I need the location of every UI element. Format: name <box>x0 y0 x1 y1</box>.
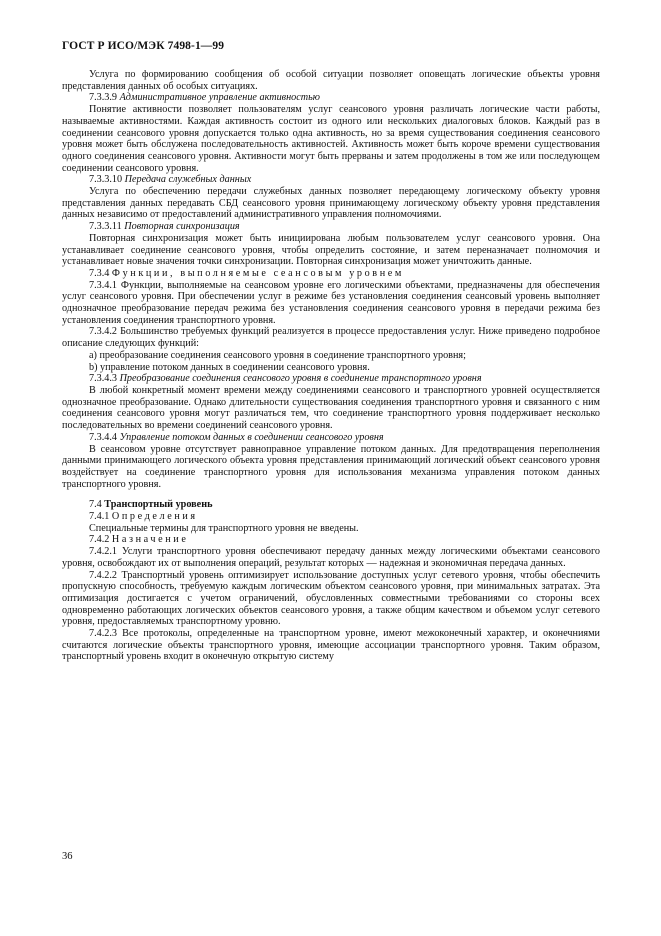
section-gap <box>62 490 600 499</box>
section-heading <box>62 534 600 546</box>
section-number: 7.3.3.11 <box>89 221 122 233</box>
document-body <box>62 69 600 663</box>
list-item: b) управление потоком данных в соединении сеансового уровня. <box>89 361 370 373</box>
running-header: ГОСТ Р ИСО/МЭК 7498-1—99 <box>62 40 225 52</box>
paragraph: Понятие активности позволяет пользователям услуг сеансового уровня различать логические части работы, называемые активностями. Каждая активность состоит из одного или нескольких диалоговых блоков. Каждый раз в соединении сеансового уровня допускается только одна активность, но за время существования соединения сеансового уровня может быть обслужена последовательность активностей. Активность может быть короче времени существования одного соединения сеансового уровня. Активности могут быть прерваны и затем продолжены в том же или последующем соединении сеансового уровня. <box>62 104 600 174</box>
section-heading <box>62 268 600 280</box>
paragraph: Специальные термины для транспортного уровня не введены. <box>89 522 359 534</box>
section-number: 7.4.2 <box>89 534 110 546</box>
section-title: Функции, выполняемые сеансовым уровнем <box>111 267 404 279</box>
section-title: Определения <box>111 511 198 523</box>
section-number: 7.3.3.9 <box>89 92 118 104</box>
paragraph: В сеансовом уровне отсутствует равноправное управление потоком данных. Для предотвращения переполнения данными принимающего логического объекта уровня представления принимающий логический объект сеансового уровня воздействует на соединение транспортного уровня для использования механизма управления потоком данных транспортного уровня. <box>62 443 600 490</box>
section-heading <box>62 174 600 186</box>
section-heading <box>62 92 600 104</box>
list-item: a) преобразование соединения сеансового уровня в соединение транспортного уровня; <box>89 349 466 361</box>
paragraph: 7.4.2.1 Услуги транспортного уровня обеспечивают передачу данных между логическими объектами сеансового уровня, освобождают их от выполнения операций, результат которых — надежная и экономичная передача данных. <box>62 546 600 569</box>
section-number: 7.3.4 <box>89 267 110 279</box>
section-title: Передача служебных данных <box>124 174 252 186</box>
section-heading <box>62 499 600 511</box>
section-title: Назначение <box>111 534 189 546</box>
paragraph: 7.3.4.1 Функции, выполняемые на сеансовом уровне его логическими объектами, предназначены для обеспечения услуг сеансового уровня. При обеспечении услуг в режиме без установления соединения сеансовый уровень выполняет однозначное преобразование передач режима без установления соединения сеансового уровня в передачи режима без установления соединения транспортного уровня. <box>62 279 600 326</box>
paragraph: 7.4.2.2 Транспортный уровень оптимизирует использование доступных услуг сетевого уровня, чтобы обеспечить пропускную способность, требуемую каждым логическим объектом сеансового уровня, при минимальных затратах. Эта оптимизация достигается с учетом ограничений, обусловленных совместными требованиями со стороны всех одновременно работающих логических объектов сеансового уровня, а также общим качеством и объемом услуг сетевого уровня, предоставляемых транспортному уровню. <box>62 569 600 628</box>
section-title: Повторная синхронизация <box>124 221 240 233</box>
section-number: 7.4 <box>89 499 102 511</box>
section-number: 7.4.1 <box>89 511 110 523</box>
paragraph: В любой конкретный момент времени между соединениями сеансового и транспортного уровней осуществляется однозначное преобразование. Однако длительности существования соединения транспортного уровня и связанного с ним соединения сеансового уровня могут различаться тем, что соединение транспортного уровня поддерживает несколько последовательных во времени соединений сеансового уровня. <box>62 384 600 432</box>
paragraph: 7.3.4.2 Большинство требуемых функций реализуется в процессе предоставления услуг. Ниже приведено подробное описание следующих функций: <box>62 326 600 350</box>
section-heading <box>62 432 600 444</box>
section-number: 7.3.4.3 <box>89 373 118 385</box>
section-title: Управление потоком данных в соединении сеансового уровня <box>119 431 384 443</box>
section-heading <box>62 373 600 385</box>
paragraph: Услуга по обеспечению передачи служебных данных позволяет передающему логическому объекту уровня представления данных передавать СБД сеансового уровня принимающему логическому объекту уровня представления данных независимо от предоставлений административного управления полномочиями. <box>62 186 600 221</box>
paragraph: 7.4.2.3 Все протоколы, определенные на транспортном уровне, имеют межоконечный характер, и оконечниями считаются логические объекты транспортного уровня, имеющие ассоциации транспортного уровня. Таким образом, транспортный уровень входит в оконечную открытую систему <box>62 628 600 663</box>
section-heading <box>62 511 600 523</box>
section-title: Преобразование соединения сеансового уровня в соединение транспортного уровня <box>119 373 482 385</box>
section-title: Транспортный уровень <box>104 499 213 511</box>
section-title: Административное управление активностью <box>119 92 320 104</box>
page-number: 36 <box>62 851 73 862</box>
section-number: 7.3.3.10 <box>89 174 123 186</box>
paragraph: Услуга по формированию сообщения об особой ситуации позволяет оповещать логические объекты уровня представления данных об особых ситуациях. <box>62 69 600 92</box>
paragraph: Повторная синхронизация может быть инициирована любым пользователем услуг сеансового уровня. Она устанавливает соединение сеансового уровня, чтобы определить состояние, и затем переназначает полномочия и устанавливает новые значения точки синхронизации. Повторная синхронизация может уничтожить данные. <box>62 232 600 268</box>
section-heading <box>62 221 600 233</box>
section-number: 7.3.4.4 <box>89 431 118 443</box>
